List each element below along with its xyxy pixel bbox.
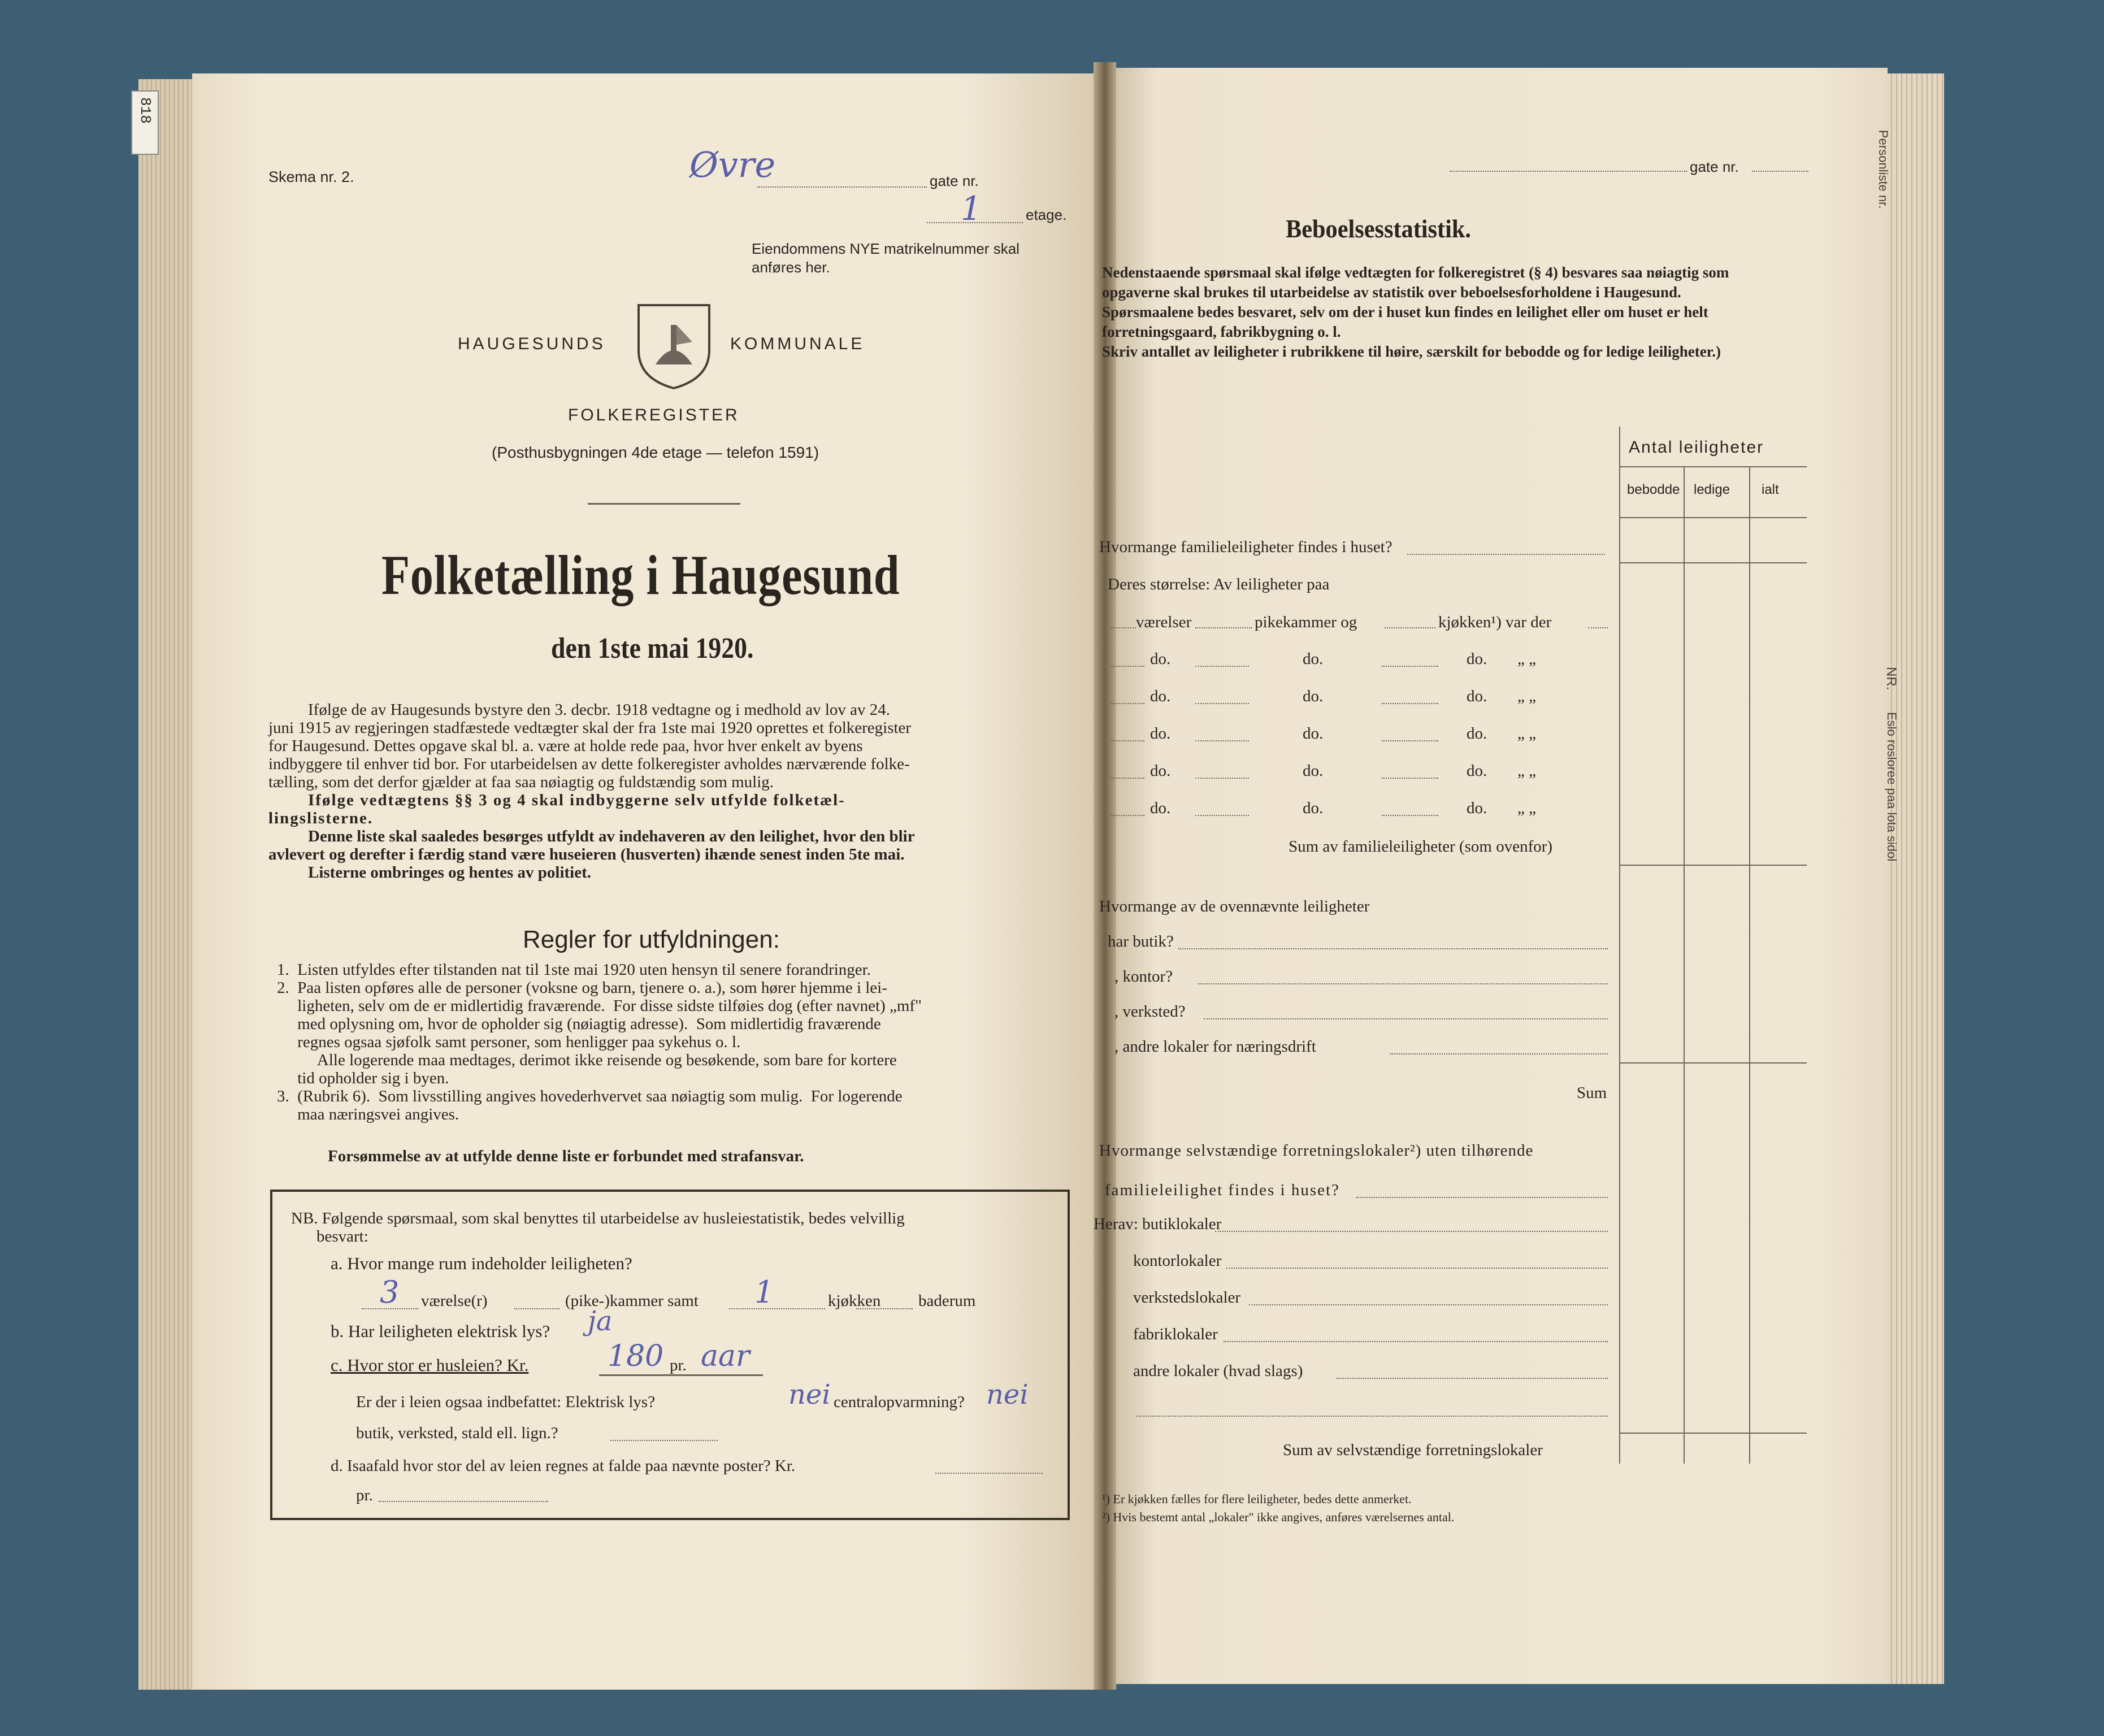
business-premises-item: Herav: butiklokaler [1094,1215,1222,1233]
bath-label: baderum [918,1292,976,1310]
intro-line: Ifølge de av Haugesunds bystyre den 3. decbr. 1918 vedtagne og i medhold av lov av 24. [308,701,891,719]
central-heating-label: centralopvarmning? [834,1393,965,1411]
row-rule [1620,1433,1807,1434]
do-marks: „ „ [1517,799,1536,817]
apartments-table [1619,427,1807,1464]
business-use-item: , verksted? [1114,1002,1186,1021]
nb-intro-2: besvart: [316,1227,368,1245]
do-row [1110,650,1619,672]
rooms-handwritten: 3 [380,1274,400,1310]
do-marks: „ „ [1517,724,1536,743]
rules-list [277,961,1079,1123]
side-instruction: Eslo rosloree paa lota sidol [1885,712,1899,862]
do-label: do. [1150,687,1171,705]
do-marks: „ „ [1517,650,1536,668]
do-line [1110,740,1144,741]
bath-line [856,1308,913,1309]
kitchen-label: kjøkken [828,1292,881,1310]
pike-label: (pike-)kammer samt [565,1292,699,1310]
intro-line: lingslisterne. [268,809,374,827]
right-gate-number-line [1752,171,1808,172]
d-line [935,1473,1043,1474]
rule-line: tid opholder sig i byen. [277,1069,449,1087]
rule-line: maa næringsvei angives. [277,1105,459,1123]
premises-dots [1224,1341,1608,1342]
size-kitchen-label: kjøkken¹) var der [1438,613,1552,631]
d-pr-line [379,1501,548,1502]
housing-intro-line: Skriv antallet av leiligheter i rubrikkene til høire, særskilt for bebodde og for ledige leiligheter.) [1102,343,1721,360]
do-label: do. [1303,687,1324,705]
size-end-dots [1588,627,1608,628]
census-title: Folketælling i Haugesund [381,544,900,606]
haugesund-coat-of-arms [636,302,712,390]
footnote-2: ²) Hvis bestemt antal „lokaler" ikke angives, anføres værelsernes antal. [1102,1510,1455,1524]
size-pike-label: pikekammer og [1255,613,1357,631]
do-label: do. [1467,650,1487,668]
schema-number: Skema nr. 2. [268,168,354,185]
rent-period-handwritten: aar [701,1339,750,1373]
right-gate-label: gate nr. [1690,158,1739,175]
census-date: den 1ste mai 1920. [551,632,754,665]
do-label: do. [1150,762,1171,780]
do-rows [1110,650,1619,842]
size-rooms-label: værelser [1136,613,1192,631]
table-header: Antal leiligheter [1629,438,1764,457]
matrikkel-note-1: Eiendommens NYE matrikelnummer skal [752,240,1020,257]
table-column-rule [1620,517,1807,518]
do-line [1195,703,1249,704]
question-business-use: Hvormange av de ovennævnte leiligheter [1099,897,1370,915]
do-line [1110,703,1144,704]
size-rooms-line [1110,627,1136,628]
do-line [1195,815,1249,816]
question-family-apartments: Hvormange familieleiligheter findes i huset? [1099,538,1392,556]
question-c2: Er der i leien ogsaa indbefattet: Elektrisk lys? [356,1393,656,1411]
side-nr: NR. [1884,667,1899,691]
premises-dots [1226,1268,1608,1269]
kommune-left: HAUGESUNDS [458,335,606,353]
do-label: do. [1150,724,1171,743]
do-row [1110,687,1619,710]
electric-handwritten: ja [588,1305,613,1337]
premises-dots [1249,1304,1608,1305]
do-line [1195,778,1249,779]
row-rule [1620,865,1807,866]
rooms-line [362,1308,418,1309]
do-label: do. [1467,762,1487,780]
do-line [1382,815,1438,816]
floor-handwritten: 1 [961,189,982,228]
q4-dots [1356,1197,1608,1198]
intro-line: indbyggere til enhver tid bor. For utarbeidelsen av dette folkeregister avholdes nærværende folke- [268,755,910,773]
etage-label: etage. [1026,206,1067,223]
column-divider [1684,466,1685,1464]
housing-intro-line: forretningsgaard, fabrikbygning o. l. [1102,323,1341,340]
column-ledige: ledige [1694,482,1730,497]
penalty-warning: Forsømmelse av at utfylde denne liste er forbundet med strafansvar. [328,1147,804,1165]
street-name-handwritten: Øvre [689,144,776,185]
business-dots [1204,1018,1608,1019]
housing-statistics-title: Beboelsesstatistik. [1286,214,1471,243]
q1-dots [1407,554,1605,555]
business-use-list [1108,932,1616,1073]
do-line [1382,703,1438,704]
matrikkel-note-2: anføres her. [752,259,830,276]
do-line [1110,815,1144,816]
posthus-address: (Posthusbygningen 4de etage — telefon 1591) [492,444,819,461]
rule-line: Alle logerende maa medtages, derimot ikke reisende og besøkende, som bare for kortere [277,1051,897,1069]
row-rule [1620,1062,1807,1064]
premises-dots [1136,1416,1608,1417]
do-label: do. [1467,799,1487,817]
housing-intro-line: Nedenstaaende spørsmaal skal ifølge vedtægten for folkeregistret (§ 4) besvares saa nøiagtig som [1102,264,1729,281]
c3-line [610,1440,718,1441]
do-label: do. [1150,650,1171,668]
kitchen-handwritten: 1 [754,1274,774,1310]
business-dots [1390,1053,1608,1054]
question-size: Deres størrelse: Av leiligheter paa [1108,575,1330,593]
question-standalone-business-b: familieleilighet findes i huset? [1105,1181,1340,1199]
rooms-label: værelse(r) [421,1292,488,1310]
rent-amount-handwritten: 180 [608,1339,664,1373]
sum-standalone-business: Sum av selvstændige forretningslokaler [1283,1441,1543,1459]
rent-underline [599,1374,763,1376]
business-use-item: , andre lokaler for næringsdrift [1114,1038,1316,1056]
premises-dots [1215,1231,1608,1232]
intro-line: for Haugesund. Dettes opgave skal bl. a. være at holde rede paa, hvor hver enkelt av byens [268,737,863,755]
light-included-handwritten: nei [788,1379,831,1410]
spine-stamp-text: 818 [137,97,154,124]
question-a: a. Hvor mange rum indeholder leiligheten? [331,1253,632,1273]
do-label: do. [1303,650,1324,668]
do-line [1195,740,1249,741]
business-premises-item: fabriklokaler [1133,1325,1218,1343]
housing-intro-line: Spørsmaalene bedes besvaret, selv om der i huset kun findes en leilighet eller om huset er helt [1102,303,1708,320]
pike-line [514,1308,559,1309]
footnote-1: ¹) Er kjøkken fælles for flere leiligheter, bedes dette anmerket. [1102,1492,1412,1506]
d-pr: pr. [356,1486,373,1504]
business-use-item: har butik? [1108,932,1174,951]
do-line [1110,666,1144,667]
business-premises-item: andre lokaler (hvad slags) [1133,1362,1303,1380]
premises-dots [1337,1378,1608,1379]
nb-intro-1: NB. Følgende spørsmaal, som skal benyttes til utarbeidelse av husleiestatistik, bedes velvillig [291,1209,905,1227]
size-pike-line [1195,627,1252,628]
do-line [1382,666,1438,667]
do-line [1110,778,1144,779]
rent-pr: pr. [670,1356,687,1374]
rule-line: 1. Listen utfyldes efter tilstanden nat til 1ste mai 1920 uten hensyn til senere forandringer. [277,961,871,979]
intro-line: Ifølge vedtægtens §§ 3 og 4 skal indbyggerne selv utfylde folketæl- [308,791,845,809]
do-line [1382,778,1438,779]
intro-line: tælling, som det derfor gjælder at faa saa nøiagtig og fuldstændig som mulig. [268,773,774,791]
divider-line [588,503,740,505]
size-kitchen-line [1385,627,1435,628]
spine-stamp [131,90,159,155]
rule-line: 2. Paa listen opføres alle de personer (voksne og barn, tjenere o. a.), som hører hjemme i lei- [277,979,887,997]
do-label: do. [1303,724,1324,743]
intro-text [268,701,1077,882]
do-label: do. [1303,762,1324,780]
question-c: c. Hvor stor er husleien? Kr. [331,1355,529,1375]
business-dots [1178,948,1608,949]
right-page-edges [1882,73,1944,1684]
column-bebodde: bebodde [1627,482,1680,497]
do-label: do. [1467,724,1487,743]
row-rule [1620,562,1807,563]
floor-line [927,222,1023,223]
left-page-edges [138,79,201,1690]
business-premises-item: verkstedslokaler [1133,1288,1241,1307]
housing-intro [1102,263,1837,362]
do-label: do. [1303,799,1324,817]
intro-line: avlevert og derefter i færdig stand være huseieren (husverten) ihænde senest inden 5te mai. [268,845,905,863]
do-label: do. [1467,687,1487,705]
side-person-list: Personliste nr. [1876,130,1890,209]
rule-line: ligheten, selv om de er midlertidig fraværende. For disse sidste tilføies dog (efter navnet) „mf" [277,997,922,1015]
heating-included-handwritten: nei [986,1379,1029,1410]
do-row [1110,762,1619,784]
do-label: do. [1150,799,1171,817]
rules-title: Regler for utfyldningen: [523,926,780,953]
street-line [757,186,927,188]
do-row [1110,799,1619,822]
do-marks: „ „ [1517,687,1536,705]
business-premises-list [1094,1215,1602,1399]
question-c3: butik, verksted, stald ell. lign.? [356,1424,558,1442]
intro-line: Listerne ombringes og hentes av politiet. [308,863,592,882]
rule-line: regnes ogsaa sjøfolk samt personer, som henligger paa sykehus o. l. [277,1033,741,1051]
intro-line: juni 1915 av regjeringen stadfæstede vedtægter skal der fra 1ste mai 1920 oprettes et folkeregister [268,719,912,737]
right-street-line [1450,171,1687,172]
folkeregister-heading: FOLKEREGISTER [568,406,740,424]
table-header-rule [1620,466,1807,467]
question-standalone-business: Hvormange selvstændige forretningslokaler²) uten tilhørende [1099,1142,1534,1160]
question-b: b. Har leiligheten elektrisk lys? [331,1321,550,1341]
column-ialt: ialt [1762,482,1779,497]
do-row [1110,724,1619,747]
do-marks: „ „ [1517,762,1536,780]
intro-line: Denne liste skal saaledes besørges utfyldt av indehaveren av den leilighet, hvor den blir [308,827,915,845]
housing-intro-line: opgaverne skal brukes til utarbeidelse av statistik over beboelsesforholdene i Haugesund. [1102,284,1681,301]
sum-business-use: Sum [1577,1084,1607,1102]
business-dots [1198,983,1608,984]
business-use-item: , kontor? [1114,967,1173,986]
rule-line: med oplysning om, hvor de opholder sig (nøiagtig adresse). Som midlertidig fraværende [277,1015,881,1033]
do-line [1382,740,1438,741]
kitchen-line [729,1308,825,1309]
question-d: d. Isaafald hvor stor del av leien regnes at falde paa nævnte poster? Kr. [331,1457,796,1475]
gate-label: gate nr. [930,172,979,189]
kommune-right: KOMMUNALE [730,335,865,353]
business-premises-item: kontorlokaler [1133,1252,1222,1270]
do-line [1195,666,1249,667]
column-divider [1749,466,1750,1464]
sum-family-apartments: Sum av familieleiligheter (som ovenfor) [1289,837,1553,856]
rule-line: 3. (Rubrik 6). Som livsstilling angives hovederhvervet saa nøiagtig som mulig. For logerende [277,1087,903,1105]
